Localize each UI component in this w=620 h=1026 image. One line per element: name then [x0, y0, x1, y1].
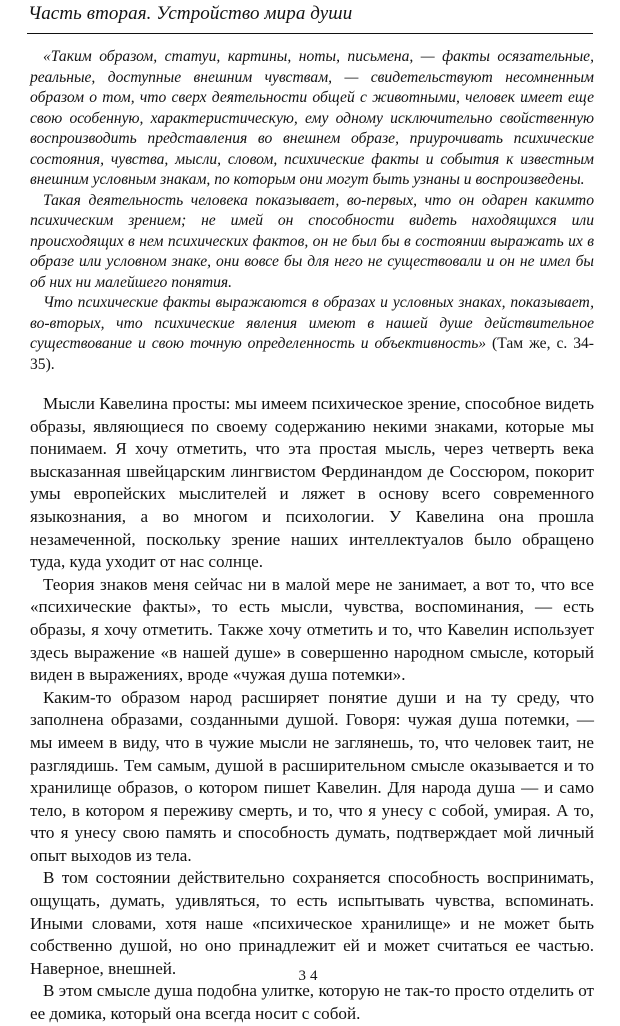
running-title: Часть вторая. Устройство мира души [28, 3, 353, 24]
quote-paragraph-last [30, 293, 594, 375]
page-number: 34 [298, 968, 322, 984]
paragraph: В этом смысле душа подобна улитке, которую не так-то просто отделить от ее домика, который она всегда носит с собой. [30, 981, 594, 1024]
quote-paragraph: Такая деятельность человека показывает, во-первых, что он одарен какимто психическим зрением; не имей он способности видеть находящихся или происходящих в нем психических фактов, он не был бы в состоянии выражать их в образе или условном знаке, они вовсе бы для него не существовали и он не имел бы об них ни малейшего понятия. [30, 191, 594, 291]
paragraph: Теория знаков меня сейчас ни в малой мере не занимает, а вот то, что все «психические факты», то есть мысли, чувства, воспоминания, — есть образы, я хочу отметить. Также хочу отметить и то, что Кавелин использует здесь выражение «в нашей душе» в совершенно народном смысле, который виден в выражениях, вроде «чужая душа потемки». [30, 574, 594, 685]
paragraph: Мысли Кавелина просты: мы имеем психическое зрение, способное видеть образы, являющиеся по своему содержанию некими знаками, которые мы понимаем. Я хочу отметить, что эта простая мысль, через четверть века высказанная швейцарским лингвистом Фердинандом де Соссюром, покорит умы европейских мыслителей и ляжет в основу всего современного языкознания, а во многом и психологии. У Кавелина она прошла незамеченной, поскольку зрение наших интеллектуалов было обращено туда, куда уходит от нас солнце. [30, 394, 594, 572]
quote-paragraph: «Таким образом, статуи, картины, ноты, письмена, — факты осязательные, реальные, доступные внешним чувствам, — свидетельствуют несомненным образом о том, что сверх деятельности общей с животными, человек имеет еще свою особенную, характеристическую, ему одному исключительно свойственную воспроизводить представления во внешнем образе, приурочивать психические состояния, чувства, мысли, словом, психические факты и события к известным внешним условным знакам, по которым они могут быть узнаны и воспроизведены. [30, 48, 594, 188]
main-text [30, 393, 594, 1026]
body-text [30, 47, 594, 1026]
paragraph: Каким-то образом народ расширяет понятие души и на ту среду, что заполнена образами, созданными душой. Говоря: чужая душа потемки, — мы имеем в виду, что в чужие мысли не заглянешь, то, что человек таит, не разглядишь. Тем самым, душой в расширительном смысле оказывается и то хранилище образов, о котором пишет Кавелин. Для народа душа — и само тело, в котором я переживу смерть, и то, что я унесу с собой, умирая. А то, что я унесу свою память и способность думать, подтверждает мой личный опыт выходов из тела. [30, 687, 594, 865]
quote-text: Что психические факты выражаются в образах и условных знаках, показывает, во-вторых, что психические явления имеют в нашей душе действительное существование и свою точную определенность и объективность» [30, 294, 594, 352]
quotation-block [30, 47, 594, 375]
header-rule [27, 33, 593, 34]
quote-citation: (Там же, с. 34-35). [30, 335, 594, 373]
paragraph: В том состоянии действительно сохраняется способность воспринимать, ощущать, думать, удивляться, то есть испытывать чувства, вспоминать. Иными словами, хотя наше «психическое хранилище» и не может быть собственно душой, но оно принадлежит ей и может считаться ее частью. Наверное, внешней. [30, 868, 594, 978]
